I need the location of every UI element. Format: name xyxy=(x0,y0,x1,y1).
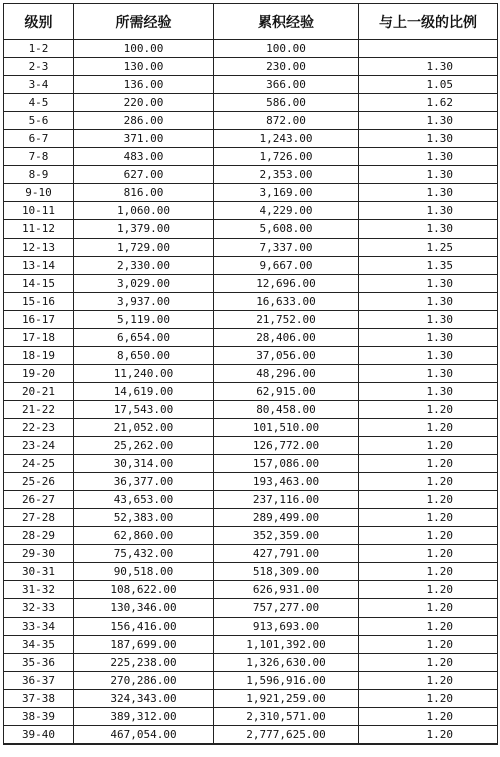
table-row xyxy=(4,292,498,310)
cell-required-exp[interactable]: 5,119.00 xyxy=(74,310,214,328)
cell-ratio[interactable]: 1.20 xyxy=(359,455,498,473)
table-row xyxy=(4,473,498,491)
table-row xyxy=(4,328,498,346)
cell-ratio[interactable]: 1.20 xyxy=(359,671,498,689)
cell-level[interactable]: 13-14 xyxy=(4,256,74,274)
cell-ratio[interactable]: 1.20 xyxy=(359,581,498,599)
cell-required-exp[interactable]: 30,314.00 xyxy=(74,455,214,473)
cell-cumulative-exp[interactable]: 48,296.00 xyxy=(214,364,359,382)
header-level[interactable]: 级别 xyxy=(4,4,74,40)
cell-required-exp[interactable]: 371.00 xyxy=(74,130,214,148)
cell-cumulative-exp[interactable]: 1,243.00 xyxy=(214,130,359,148)
cell-level[interactable]: 8-9 xyxy=(4,166,74,184)
cell-cumulative-exp[interactable]: 62,915.00 xyxy=(214,382,359,400)
cell-cumulative-exp[interactable]: 427,791.00 xyxy=(214,545,359,563)
cell-required-exp[interactable]: 52,383.00 xyxy=(74,509,214,527)
table-row xyxy=(4,400,498,418)
cell-ratio[interactable]: 1.20 xyxy=(359,400,498,418)
table-row xyxy=(4,184,498,202)
cell-required-exp[interactable]: 270,286.00 xyxy=(74,671,214,689)
table-row xyxy=(4,455,498,473)
cell-ratio[interactable]: 1.30 xyxy=(359,184,498,202)
table-row xyxy=(4,130,498,148)
cell-level[interactable]: 11-12 xyxy=(4,220,74,238)
cell-cumulative-exp[interactable]: 1,101,392.00 xyxy=(214,635,359,653)
cell-level[interactable]: 22-23 xyxy=(4,418,74,436)
cell-ratio[interactable]: 1.20 xyxy=(359,707,498,725)
cell-ratio[interactable]: 1.62 xyxy=(359,94,498,112)
table-row xyxy=(4,364,498,382)
cell-required-exp[interactable]: 14,619.00 xyxy=(74,382,214,400)
cell-level[interactable]: 18-19 xyxy=(4,346,74,364)
cell-cumulative-exp[interactable]: 5,608.00 xyxy=(214,220,359,238)
cell-required-exp[interactable]: 6,654.00 xyxy=(74,328,214,346)
cell-cumulative-exp[interactable]: 157,086.00 xyxy=(214,455,359,473)
cell-required-exp[interactable]: 25,262.00 xyxy=(74,437,214,455)
cell-cumulative-exp[interactable]: 586.00 xyxy=(214,94,359,112)
cell-ratio[interactable]: 1.20 xyxy=(359,473,498,491)
table-row xyxy=(4,563,498,581)
cell-level[interactable]: 1-2 xyxy=(4,40,74,58)
table-row xyxy=(4,202,498,220)
header-cumulative-exp[interactable]: 累积经验 xyxy=(214,4,359,40)
cell-required-exp[interactable]: 11,240.00 xyxy=(74,364,214,382)
cell-cumulative-exp[interactable]: 913,693.00 xyxy=(214,617,359,635)
cell-required-exp[interactable]: 108,622.00 xyxy=(74,581,214,599)
cell-required-exp[interactable]: 130.00 xyxy=(74,58,214,76)
cell-cumulative-exp[interactable]: 126,772.00 xyxy=(214,437,359,455)
cell-cumulative-exp[interactable]: 2,353.00 xyxy=(214,166,359,184)
cell-level[interactable]: 29-30 xyxy=(4,545,74,563)
cell-ratio[interactable]: 1.30 xyxy=(359,346,498,364)
cell-level[interactable]: 14-15 xyxy=(4,274,74,292)
cell-level[interactable]: 20-21 xyxy=(4,382,74,400)
cell-level[interactable]: 33-34 xyxy=(4,617,74,635)
cell-level[interactable]: 24-25 xyxy=(4,455,74,473)
cell-cumulative-exp[interactable]: 37,056.00 xyxy=(214,346,359,364)
cell-required-exp[interactable]: 286.00 xyxy=(74,112,214,130)
table-row xyxy=(4,346,498,364)
cell-required-exp[interactable]: 187,699.00 xyxy=(74,635,214,653)
cell-level[interactable]: 35-36 xyxy=(4,653,74,671)
cell-ratio[interactable]: 1.25 xyxy=(359,238,498,256)
table-row xyxy=(4,599,498,617)
table-row xyxy=(4,382,498,400)
cell-ratio[interactable]: 1.30 xyxy=(359,58,498,76)
cell-cumulative-exp[interactable]: 12,696.00 xyxy=(214,274,359,292)
cell-ratio[interactable]: 1.30 xyxy=(359,382,498,400)
cell-ratio[interactable]: 1.20 xyxy=(359,653,498,671)
cell-ratio[interactable]: 1.20 xyxy=(359,617,498,635)
cell-ratio[interactable]: 1.20 xyxy=(359,545,498,563)
table-row xyxy=(4,310,498,328)
cell-required-exp[interactable]: 483.00 xyxy=(74,148,214,166)
cell-level[interactable]: 38-39 xyxy=(4,707,74,725)
cell-level[interactable]: 26-27 xyxy=(4,491,74,509)
cell-cumulative-exp[interactable]: 1,921,259.00 xyxy=(214,689,359,707)
table-row xyxy=(4,274,498,292)
table-row xyxy=(4,58,498,76)
cell-ratio[interactable]: 1.20 xyxy=(359,563,498,581)
table-row xyxy=(4,148,498,166)
cell-cumulative-exp[interactable]: 237,116.00 xyxy=(214,491,359,509)
cell-cumulative-exp[interactable]: 872.00 xyxy=(214,112,359,130)
table-row xyxy=(4,707,498,725)
cell-cumulative-exp[interactable]: 1,726.00 xyxy=(214,148,359,166)
cell-ratio[interactable]: 1.30 xyxy=(359,310,498,328)
cell-level[interactable]: 9-10 xyxy=(4,184,74,202)
table-row xyxy=(4,220,498,238)
cell-level[interactable]: 5-6 xyxy=(4,112,74,130)
table-row xyxy=(4,94,498,112)
cell-ratio[interactable]: 1.20 xyxy=(359,491,498,509)
cell-cumulative-exp[interactable]: 518,309.00 xyxy=(214,563,359,581)
cell-ratio[interactable]: 1.30 xyxy=(359,274,498,292)
cell-required-exp[interactable]: 130,346.00 xyxy=(74,599,214,617)
cell-level[interactable]: 37-38 xyxy=(4,689,74,707)
cell-required-exp[interactable]: 17,543.00 xyxy=(74,400,214,418)
cell-level[interactable]: 39-40 xyxy=(4,725,74,744)
cell-level[interactable]: 32-33 xyxy=(4,599,74,617)
cell-level[interactable]: 3-4 xyxy=(4,76,74,94)
cell-required-exp[interactable]: 62,860.00 xyxy=(74,527,214,545)
cell-cumulative-exp[interactable]: 757,277.00 xyxy=(214,599,359,617)
cell-level[interactable]: 34-35 xyxy=(4,635,74,653)
cell-ratio[interactable]: 1.30 xyxy=(359,292,498,310)
cell-cumulative-exp[interactable]: 2,777,625.00 xyxy=(214,725,359,744)
cell-required-exp[interactable]: 2,330.00 xyxy=(74,256,214,274)
cell-required-exp[interactable]: 816.00 xyxy=(74,184,214,202)
cell-level[interactable]: 30-31 xyxy=(4,563,74,581)
cell-level[interactable]: 19-20 xyxy=(4,364,74,382)
cell-required-exp[interactable]: 1,729.00 xyxy=(74,238,214,256)
cell-required-exp[interactable]: 3,937.00 xyxy=(74,292,214,310)
cell-level[interactable]: 27-28 xyxy=(4,509,74,527)
cell-ratio[interactable]: 1.20 xyxy=(359,437,498,455)
cell-required-exp[interactable]: 627.00 xyxy=(74,166,214,184)
cell-level[interactable]: 31-32 xyxy=(4,581,74,599)
cell-ratio[interactable]: 1.20 xyxy=(359,689,498,707)
table-row xyxy=(4,581,498,599)
cell-required-exp[interactable]: 156,416.00 xyxy=(74,617,214,635)
table-row xyxy=(4,635,498,653)
header-required-exp[interactable]: 所需经验 xyxy=(74,4,214,40)
header-row xyxy=(4,4,498,40)
cell-required-exp[interactable]: 389,312.00 xyxy=(74,707,214,725)
cell-required-exp[interactable]: 136.00 xyxy=(74,76,214,94)
cell-required-exp[interactable]: 324,343.00 xyxy=(74,689,214,707)
cell-level[interactable]: 17-18 xyxy=(4,328,74,346)
cell-required-exp[interactable]: 36,377.00 xyxy=(74,473,214,491)
cell-cumulative-exp[interactable]: 1,326,630.00 xyxy=(214,653,359,671)
cell-ratio[interactable]: 1.20 xyxy=(359,725,498,744)
cell-ratio[interactable]: 1.20 xyxy=(359,527,498,545)
cell-required-exp[interactable]: 3,029.00 xyxy=(74,274,214,292)
cell-required-exp[interactable]: 220.00 xyxy=(74,94,214,112)
table-row xyxy=(4,437,498,455)
cell-ratio[interactable]: 1.20 xyxy=(359,599,498,617)
cell-level[interactable]: 2-3 xyxy=(4,58,74,76)
cell-ratio[interactable]: 1.30 xyxy=(359,148,498,166)
cell-ratio[interactable]: 1.20 xyxy=(359,418,498,436)
cell-ratio[interactable]: 1.30 xyxy=(359,220,498,238)
cell-level[interactable]: 12-13 xyxy=(4,238,74,256)
cell-required-exp[interactable]: 100.00 xyxy=(74,40,214,58)
cell-cumulative-exp[interactable]: 366.00 xyxy=(214,76,359,94)
cell-ratio[interactable]: 1.20 xyxy=(359,635,498,653)
table-row xyxy=(4,527,498,545)
cell-required-exp[interactable]: 90,518.00 xyxy=(74,563,214,581)
cell-ratio[interactable]: 1.20 xyxy=(359,509,498,527)
cell-ratio[interactable]: 1.35 xyxy=(359,256,498,274)
cell-required-exp[interactable]: 75,432.00 xyxy=(74,545,214,563)
cell-level[interactable]: 15-16 xyxy=(4,292,74,310)
cell-level[interactable]: 10-11 xyxy=(4,202,74,220)
cell-cumulative-exp[interactable]: 28,406.00 xyxy=(214,328,359,346)
spreadsheet xyxy=(3,3,497,745)
cell-ratio[interactable]: 1.30 xyxy=(359,364,498,382)
table-row xyxy=(4,653,498,671)
experience-table xyxy=(3,3,498,745)
cell-level[interactable]: 23-24 xyxy=(4,437,74,455)
cell-cumulative-exp[interactable]: 7,337.00 xyxy=(214,238,359,256)
table-row xyxy=(4,76,498,94)
table-body xyxy=(4,40,498,744)
cell-cumulative-exp[interactable]: 352,359.00 xyxy=(214,527,359,545)
cell-required-exp[interactable]: 1,060.00 xyxy=(74,202,214,220)
table-row xyxy=(4,671,498,689)
header-ratio[interactable]: 与上一级的比例 xyxy=(359,4,498,40)
cell-ratio[interactable]: 1.30 xyxy=(359,328,498,346)
cell-ratio[interactable]: 1.30 xyxy=(359,112,498,130)
cell-cumulative-exp[interactable]: 16,633.00 xyxy=(214,292,359,310)
table-row xyxy=(4,491,498,509)
cell-required-exp[interactable]: 43,653.00 xyxy=(74,491,214,509)
cell-cumulative-exp[interactable]: 3,169.00 xyxy=(214,184,359,202)
table-row xyxy=(4,418,498,436)
table-row xyxy=(4,40,498,58)
cell-cumulative-exp[interactable]: 4,229.00 xyxy=(214,202,359,220)
cell-cumulative-exp[interactable]: 80,458.00 xyxy=(214,400,359,418)
cell-cumulative-exp[interactable]: 21,752.00 xyxy=(214,310,359,328)
cell-cumulative-exp[interactable]: 2,310,571.00 xyxy=(214,707,359,725)
table-row xyxy=(4,112,498,130)
cell-ratio[interactable]: 1.30 xyxy=(359,202,498,220)
cell-level[interactable]: 28-29 xyxy=(4,527,74,545)
cell-level[interactable]: 36-37 xyxy=(4,671,74,689)
cell-cumulative-exp[interactable]: 626,931.00 xyxy=(214,581,359,599)
table-row xyxy=(4,256,498,274)
cell-level[interactable]: 4-5 xyxy=(4,94,74,112)
cell-level[interactable]: 6-7 xyxy=(4,130,74,148)
cell-required-exp[interactable]: 21,052.00 xyxy=(74,418,214,436)
cell-required-exp[interactable]: 8,650.00 xyxy=(74,346,214,364)
cell-cumulative-exp[interactable]: 193,463.00 xyxy=(214,473,359,491)
cell-required-exp[interactable]: 467,054.00 xyxy=(74,725,214,744)
cell-cumulative-exp[interactable]: 101,510.00 xyxy=(214,418,359,436)
table-row xyxy=(4,166,498,184)
cell-level[interactable]: 25-26 xyxy=(4,473,74,491)
table-row xyxy=(4,725,498,744)
table-row xyxy=(4,617,498,635)
cell-cumulative-exp[interactable]: 100.00 xyxy=(214,40,359,58)
cell-level[interactable]: 16-17 xyxy=(4,310,74,328)
cell-level[interactable]: 7-8 xyxy=(4,148,74,166)
cell-cumulative-exp[interactable]: 289,499.00 xyxy=(214,509,359,527)
cell-cumulative-exp[interactable]: 9,667.00 xyxy=(214,256,359,274)
cell-ratio[interactable]: 1.30 xyxy=(359,166,498,184)
cell-ratio[interactable]: 1.05 xyxy=(359,76,498,94)
table-row xyxy=(4,509,498,527)
cell-cumulative-exp[interactable]: 1,596,916.00 xyxy=(214,671,359,689)
table-row xyxy=(4,545,498,563)
table-row xyxy=(4,238,498,256)
cell-required-exp[interactable]: 1,379.00 xyxy=(74,220,214,238)
cell-level[interactable]: 21-22 xyxy=(4,400,74,418)
cell-cumulative-exp[interactable]: 230.00 xyxy=(214,58,359,76)
cell-required-exp[interactable]: 225,238.00 xyxy=(74,653,214,671)
cell-ratio[interactable]: 1.30 xyxy=(359,130,498,148)
table-row xyxy=(4,689,498,707)
cell-ratio[interactable] xyxy=(359,40,498,58)
